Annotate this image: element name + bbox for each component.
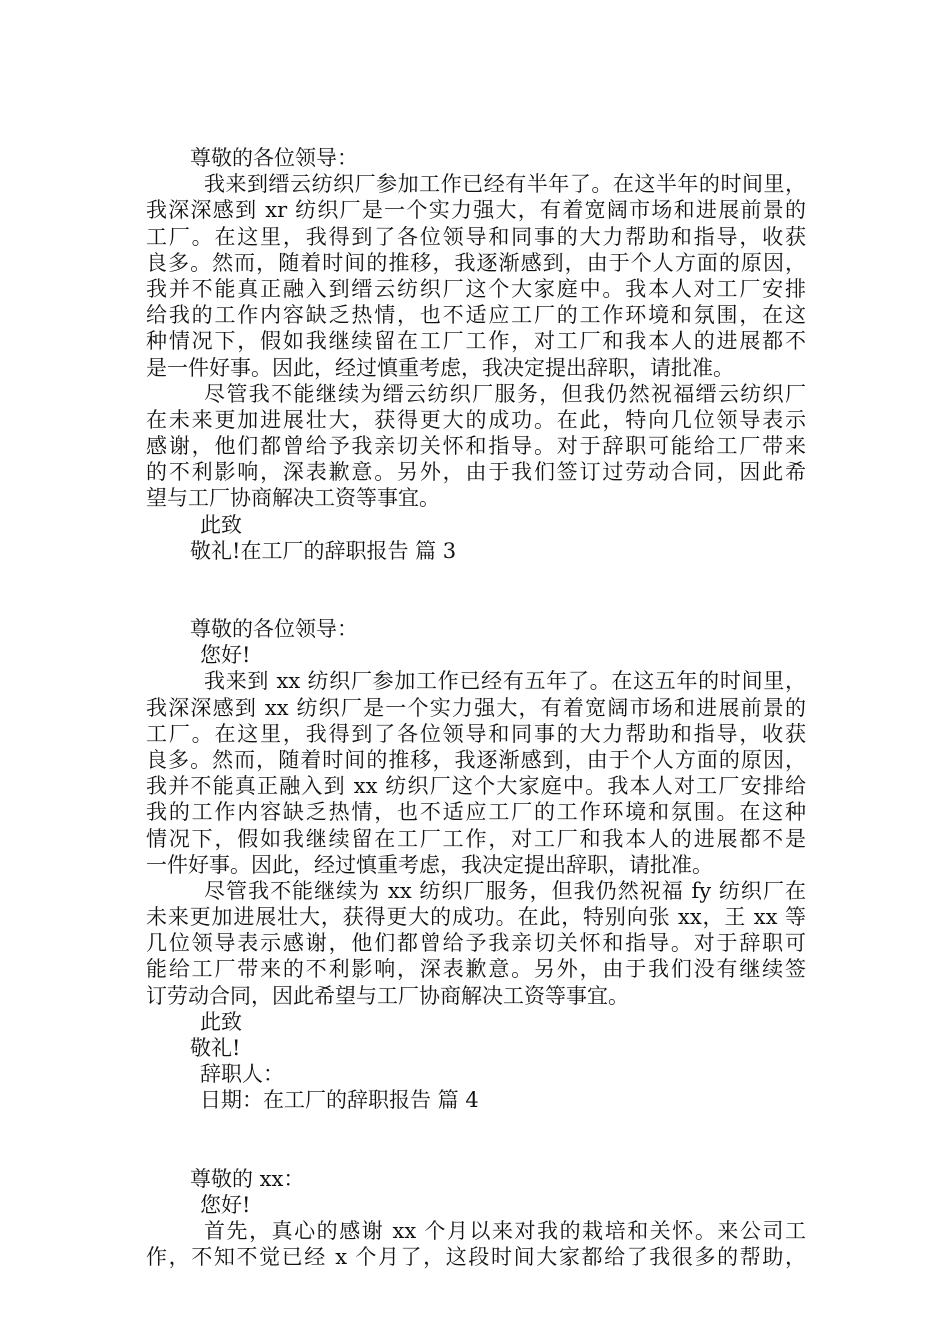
- letter-section-1: [146, 145, 806, 564]
- text-line: 未来更加进展壮大，获得更大的成功。在此，特别向张 xx，王 xx 等: [146, 905, 806, 930]
- text-line: 我深深感到 xx 纺织厂是一个实力强大，有着宽阔市场和进展前景的: [146, 695, 806, 720]
- text-line: 是一件好事。因此，经过慎重考虑，我决定提出辞职，请批准。: [146, 355, 734, 380]
- greeting: 尊敬的 xx：: [190, 1166, 305, 1191]
- text-line: 在未来更加进展壮大，获得更大的成功。在此，特向几位领导表示: [146, 407, 806, 432]
- date-line: 日期：在工厂的辞职报告 篇 4: [200, 1088, 479, 1113]
- text-line: 种情况下，假如我继续留在工厂工作，对工厂和我本人的进展都不: [146, 329, 806, 354]
- closing-line: 敬礼!在工厂的辞职报告 篇 3: [190, 538, 457, 563]
- paragraph: [146, 1218, 806, 1270]
- closing-line: 此致: [200, 512, 242, 537]
- text-line: 给我的工作内容缺乏热情，也不适应工厂的工作环境和氛围，在这: [146, 303, 806, 328]
- text-line: 我深深感到 xr 纺织厂是一个实力强大，有着宽阔市场和进展前景的: [146, 198, 806, 223]
- section-gap: [146, 1114, 806, 1166]
- salutation: 您好!: [200, 1192, 251, 1217]
- text-line: 望与工厂协商解决工资等事宜。: [146, 486, 440, 511]
- salutation: 您好!: [200, 643, 251, 668]
- signer-line: 辞职人：: [200, 1062, 284, 1087]
- text-line: 我并不能真正融入到缙云纺织厂这个大家庭中。我本人对工厂安排: [146, 276, 806, 301]
- text-line: 工厂。在这里，我得到了各位领导和同事的大力帮助和指导，收获: [146, 224, 806, 249]
- closing-line: 此致: [200, 1009, 242, 1034]
- text-line: 能给工厂带来的不利影响，深表歉意。另外，由于我们没有继续签: [146, 957, 806, 982]
- text-line: 尽管我不能继续为缙云纺织厂服务，但我仍然祝福缙云纺织厂: [204, 381, 806, 406]
- paragraph: [146, 668, 806, 878]
- text-line: 良多。然而，随着时间的推移，我逐渐感到，由于个人方面的原因，: [146, 747, 806, 772]
- text-line: 的不利影响，深表歉意。另外，由于我们签订过劳动合同，因此希: [146, 460, 806, 485]
- paragraph: [146, 878, 806, 1009]
- text-line: 我的工作内容缺乏热情，也不适应工厂的工作环境和氛围。在这种: [146, 800, 806, 825]
- text-line: 我来到缙云纺织厂参加工作已经有半年了。在这半年的时间里，: [204, 172, 806, 197]
- text-line: 尽管我不能继续为 xx 纺织厂服务，但我仍然祝福 fy 纺织厂在: [204, 878, 806, 903]
- letter-section-3: [146, 1166, 806, 1271]
- paragraph: [146, 381, 806, 512]
- paragraph: [146, 171, 806, 381]
- closing-line: 敬礼!: [190, 1036, 241, 1060]
- text-line: 工厂。在这里，我得到了各位领导和同事的大力帮助和指导，收获: [146, 721, 806, 746]
- document-body: [146, 145, 806, 1270]
- text-line: 情况下，假如我继续留在工厂工作，对工厂和我本人的进展都不是: [146, 826, 806, 851]
- text-line: 一件好事。因此，经过慎重考虑，我决定提出辞职，请批准。: [146, 852, 713, 877]
- text-line: 我并不能真正融入到 xx 纺织厂这个大家庭中。我本人对工厂安排给: [146, 774, 806, 799]
- letter-section-2: [146, 616, 806, 1114]
- text-line: 首先，真心的感谢 xx 个月以来对我的栽培和关怀。来公司工: [204, 1218, 806, 1243]
- greeting: 尊敬的各位领导：: [190, 617, 358, 641]
- text-line: 感谢，他们都曾给予我亲切关怀和指导。对于辞职可能给工厂带来: [146, 434, 806, 459]
- text-line: 我来到 xx 纺织厂参加工作已经有五年了。在这五年的时间里，: [204, 669, 806, 694]
- text-line: 几位领导表示感谢，他们都曾给予我亲切关怀和指导。对于辞职可: [146, 931, 806, 956]
- text-line: 良多。然而，随着时间的推移，我逐渐感到，由于个人方面的原因，: [146, 250, 806, 275]
- text-line: 作，不知不觉已经 x 个月了，这段时间大家都给了我很多的帮助，: [146, 1245, 806, 1270]
- text-line: 订劳动合同，因此希望与工厂协商解决工资等事宜。: [146, 983, 629, 1008]
- greeting: 尊敬的各位领导：: [190, 146, 358, 170]
- section-gap: [146, 564, 806, 616]
